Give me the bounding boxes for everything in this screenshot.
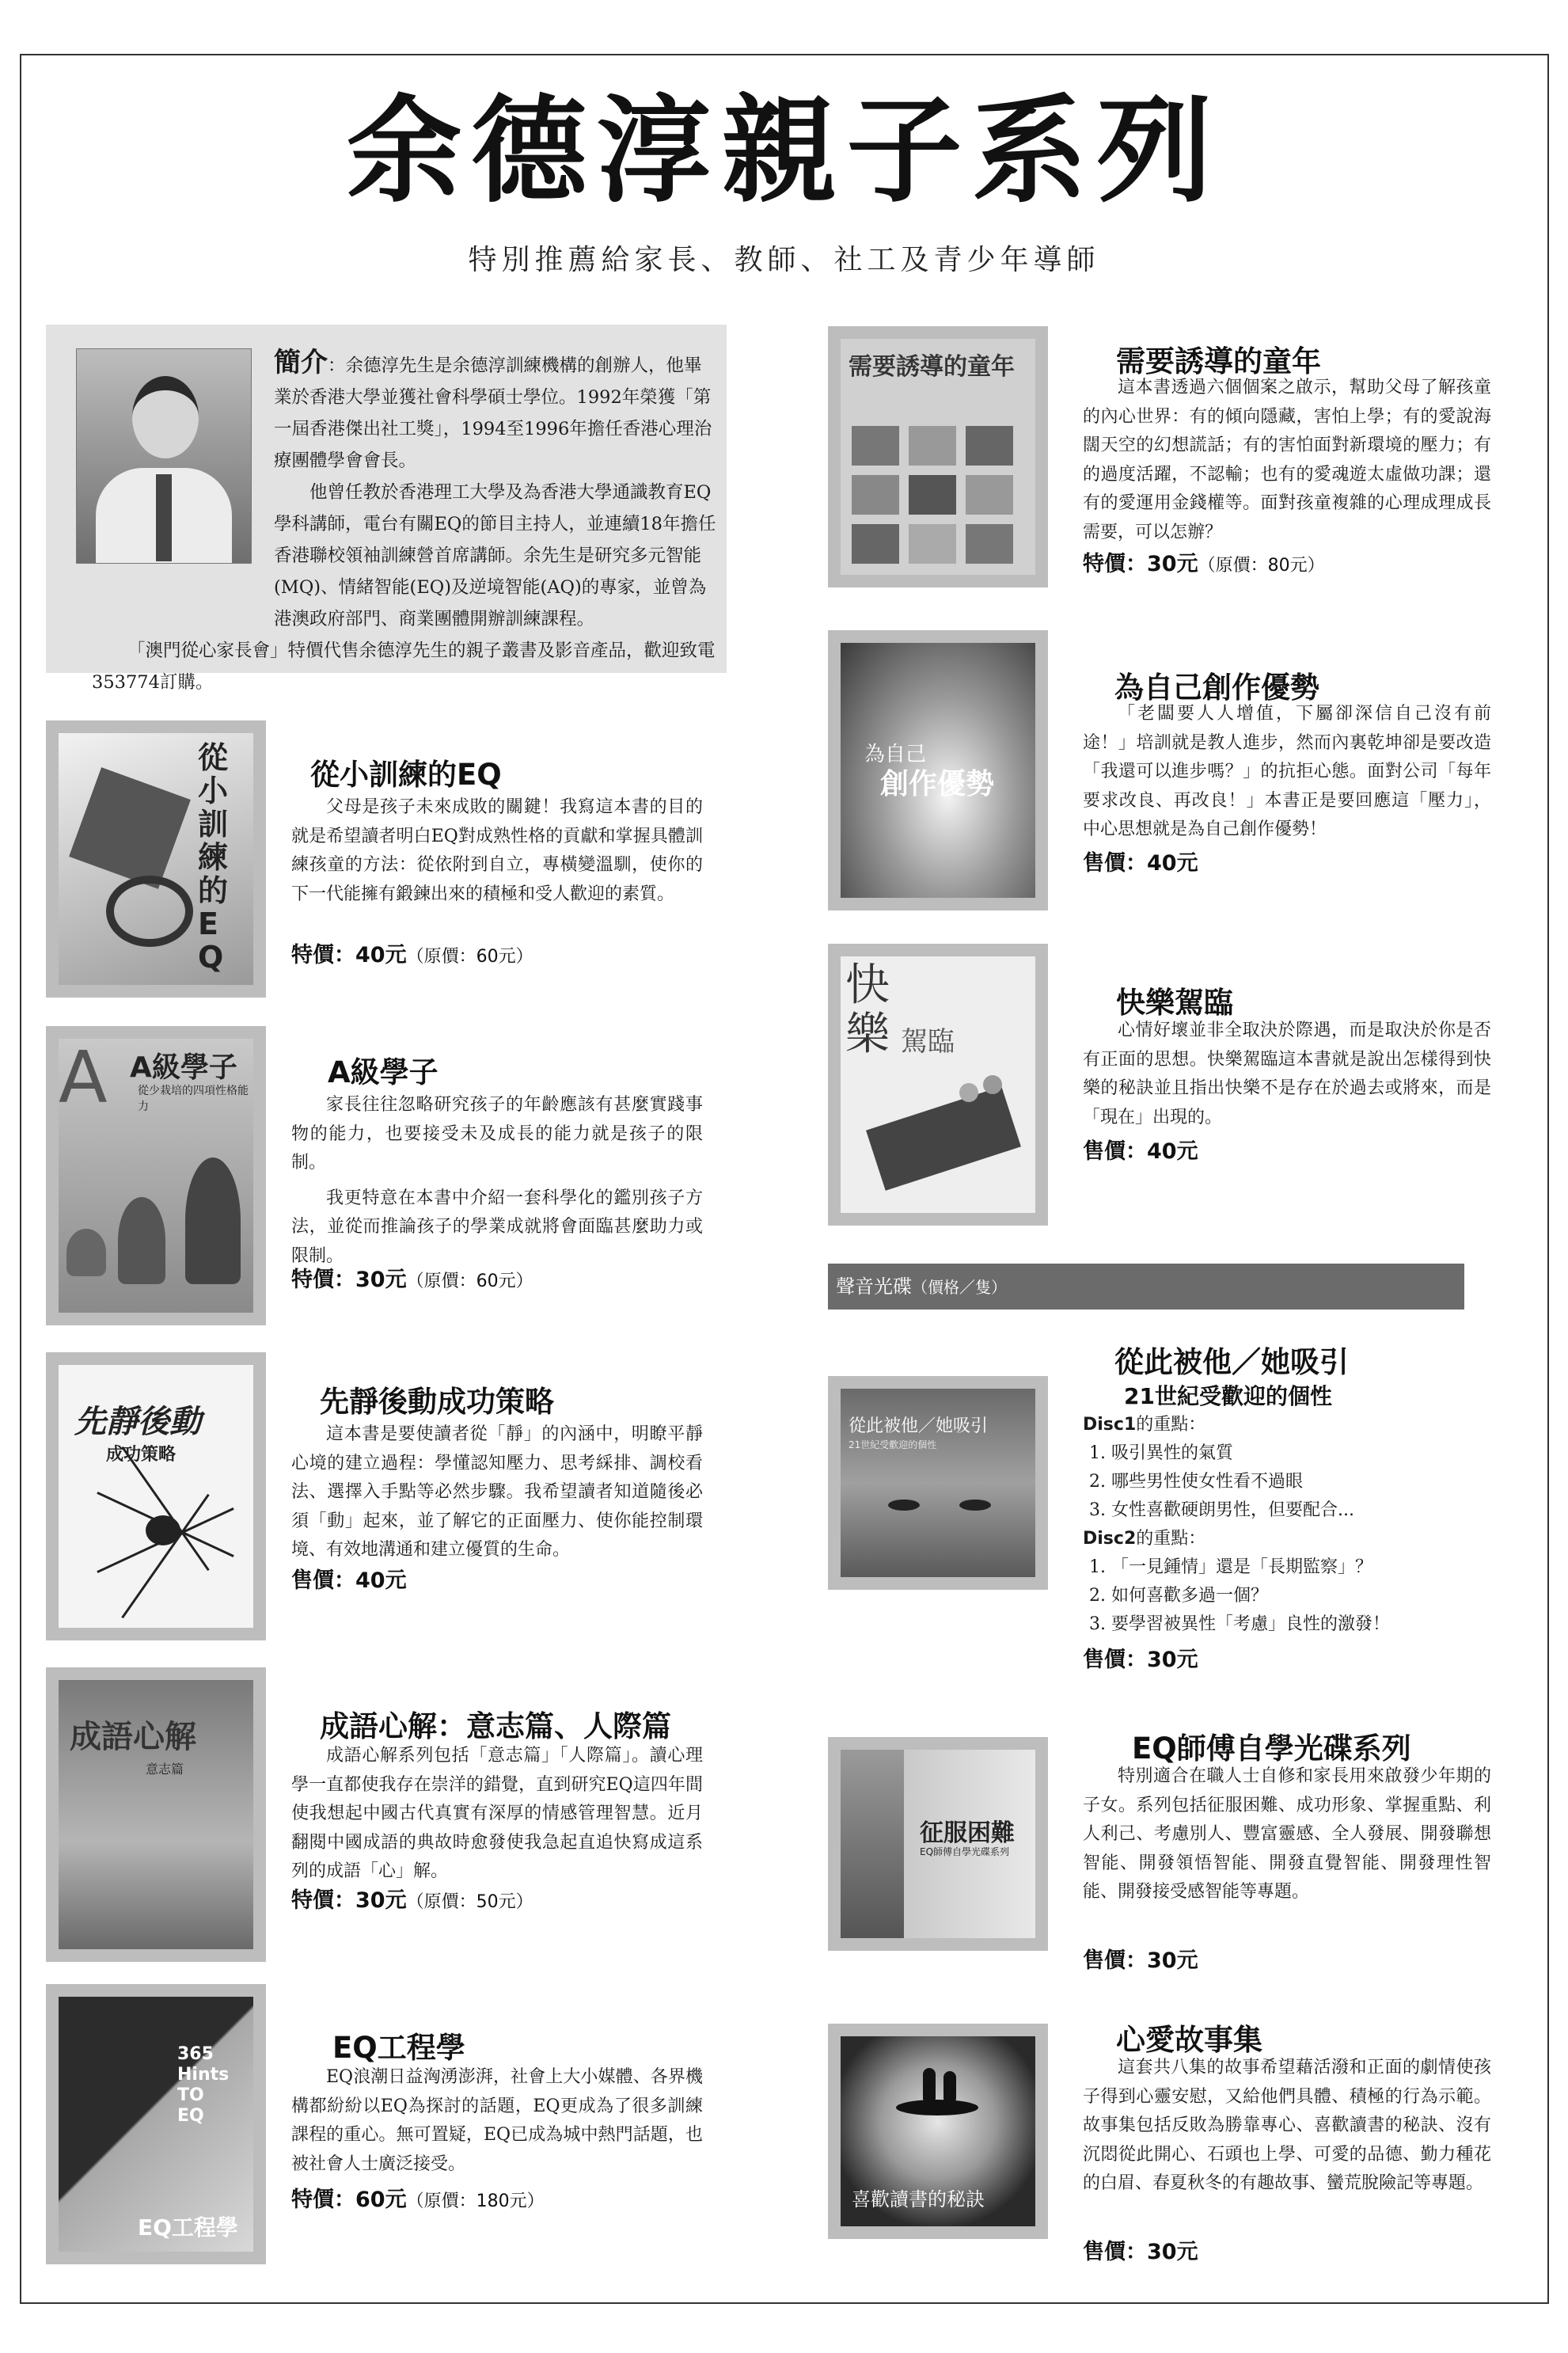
cd-title-story-collection: 心愛故事集 (1116, 2023, 1262, 2057)
cd-desc-story-collection (1083, 2054, 1491, 2199)
disc1-suffix: 的重點： (1136, 1415, 1206, 1435)
desc-paragraph: EQ浪潮日益洶湧澎湃，社會上大小媒體、各界機構都紛紛以EQ為探討的話題，EQ更成為了很多訓練課程的重心。無可置疑，EQ已成為城中熱門話題，也被社會人士廣泛接受。 (291, 2067, 703, 2174)
cover-text: 先靜後動 (74, 1404, 201, 1440)
price-idioms (291, 1883, 533, 1914)
intro-box (46, 325, 727, 693)
original-price: （原價：180元） (406, 2191, 545, 2211)
price-happiness (1083, 1134, 1198, 1165)
book-cover-calm-then-act[interactable] (46, 1352, 266, 1640)
desc-paragraph: 「老闆要人人增值，下屬卻深信自己沒有前途！」培訓就是教人進步，然而內裏乾坤卻是要改造「我還可以進步嗎？」的抗拒心態。面對公司「每年要求改良、再改良！」本書正是要回應這「壓力」，中心思想就是為自己創作優勢！ (1083, 704, 1491, 839)
desc-paragraph: 家長往往忽略研究孩子的年齡應該有甚麼實踐事物的能力，也要接受未及成長的能力就是孩子的限制。 (291, 1095, 703, 1173)
intro-heading: 簡介 (274, 347, 328, 378)
cover-subtext: EQ師傅自學光碟系列 (920, 1846, 1010, 1857)
price-label: 特價：30元 (1083, 552, 1198, 576)
book-title-eq-engineering: EQ工程學 (332, 2031, 465, 2065)
original-price: （原價：50元） (406, 1892, 533, 1912)
price-label: 售價：30元 (1083, 1948, 1198, 1973)
cd-disc-list (1083, 1411, 1491, 1639)
original-price: （原價：60元） (406, 947, 533, 967)
desc-paragraph: 成語心解系列包括「意志篇」「人際篇」。讀心理學一直都使我存在崇洋的錯覺，直到研究EQ這四年間使我想起中國古代真實有深厚的情感管理智慧。近月翻閱中國成語的典故時愈發使我急起直追快寫成這系列的成語「心」解。 (291, 1746, 703, 1881)
disc1-item: 1. 吸引異性的氣質 (1089, 1443, 1233, 1463)
book-cover-idioms[interactable] (46, 1667, 266, 1962)
book-title-calm-then-act: 先靜後動成功策略 (320, 1385, 554, 1419)
desc-paragraph: 我更特意在本書中介紹一套科學化的鑑別孩子方法，並從而推論孩子的學業成就將會面臨甚麼助力或限制。 (291, 1188, 703, 1266)
price-label: 特價：60元 (291, 2188, 407, 2212)
original-price: （原價：60元） (406, 1272, 533, 1291)
original-price: （原價：80元） (1198, 556, 1325, 576)
book-desc-guided-childhood (1083, 374, 1491, 547)
cd-subtitle-attraction: 21世紀受歡迎的個性 (1124, 1383, 1332, 1409)
disc2-item: 3. 要學習被異性「考慮」良性的激發！ (1089, 1614, 1390, 1634)
book-desc-eq-engineering (291, 2063, 703, 2179)
cd-title-eq-master: EQ師傅自學光碟系列 (1132, 1731, 1411, 1766)
desc-paragraph: 這本書是要使讀者從「靜」的內涵中，明瞭平靜心境的建立過程：學懂認知壓力、思考綵排、調校看法、選擇入手點等必然步驟。我希望讀者知道隨後必須「動」起來，並了解它的正面壓力、使你能控制環境、有效地溝通和建立優質的生命。 (291, 1424, 703, 1560)
cover-text: 從此被他／她吸引 (849, 1416, 989, 1436)
book-desc-calm-then-act (291, 1420, 703, 1565)
cover-subtext: 21世紀受歡迎的個性 (849, 1439, 937, 1450)
cover-subtext: 創作優勢 (880, 768, 995, 800)
page-subtitle: 特別推薦給家長、教師、社工及青少年導師 (468, 244, 1100, 276)
price-label: 售價：40元 (291, 1568, 407, 1593)
book-title-create-advantage: 為自己創作優勢 (1114, 671, 1319, 705)
disc2-heading: Disc2 (1083, 1529, 1137, 1549)
book-cover-guided-childhood[interactable] (828, 326, 1048, 587)
price-eq-engineering (291, 2182, 545, 2213)
price-label: 售價：30元 (1083, 2240, 1198, 2264)
book-desc-eq-training (291, 793, 703, 909)
desc-paragraph: 父母是孩子未來成敗的關鍵！我寫這本書的目的就是希望讀者明白EQ對成熟性格的貢獻和掌握具體訓練孩童的方法：從依附到自立，專橫變溫馴，使你的下一代能擁有鍛鍊出來的積極和受人歡迎的素質。 (291, 797, 703, 904)
cover-subtext: 意志篇 (146, 1762, 184, 1777)
cd-section-header (828, 1264, 1464, 1310)
price-label: 特價：30元 (291, 1888, 407, 1913)
book-desc-happiness (1083, 1017, 1491, 1132)
book-cover-eq-training[interactable] (46, 720, 266, 998)
price-story-collection (1083, 2234, 1198, 2265)
intro-text (92, 347, 717, 698)
page-title: 余德淳親子系列 (346, 84, 1222, 219)
intro-line-1: ：余德淳先生是余德淳訓練機構的創辦人，他畢業於香港大學並獲社會科學碩士學位。1992年榮獲「第一屆香港傑出社工獎」，1994至1996年擔任香港心理治療團體學會會長。 (274, 355, 712, 471)
price-attraction (1083, 1642, 1198, 1673)
disc2-item: 2. 如何喜歡多過一個？ (1089, 1586, 1268, 1606)
cover-text: 從小訓練的EQ (198, 740, 229, 975)
cover-text: 為自己 (864, 743, 927, 766)
desc-paragraph: 特別適合在職人士自修和家長用來啟發少年期的子女。系列包括征服困難、成功形象、掌握重點、利人利己、考慮別人、豐富靈感、全人發展、開發聯想智能、開發領悟智能、開發直覺智能、開發理性智能、開發接受感智能等專題。 (1083, 1766, 1491, 1902)
book-cover-eq-engineering[interactable] (46, 1984, 266, 2264)
price-calm-then-act (291, 1563, 407, 1594)
intro-line-2-wrap (92, 477, 717, 635)
cover-text: 征服困難 (920, 1819, 1015, 1847)
price-label: 特價：30元 (291, 1268, 407, 1292)
book-cover-create-advantage[interactable] (828, 630, 1048, 910)
cd-cover-eq-master[interactable] (828, 1737, 1048, 1951)
cd-desc-eq-master (1083, 1762, 1491, 1907)
book-title-idioms: 成語心解：意志篇、人際篇 (320, 1709, 671, 1743)
cover-text: 喜歡讀書的秘訣 (852, 2188, 985, 2210)
price-label: 售價：40元 (1083, 1139, 1198, 1164)
book-desc-create-advantage (1083, 700, 1491, 845)
desc-paragraph: 這本書透過六個個案之啟示，幫助父母了解孩童的內心世界：有的傾向隱藏，害怕上學；有的愛說海闊天空的幻想謊話；有的害怕面對新環境的壓力；有的過度活躍，不認輸；也有的愛魂遊太虛做功課；還有的愛運用金錢權等。面對孩童複雜的心理成理成長需要，可以怎辦？ (1083, 378, 1491, 542)
price-a-grade (291, 1262, 533, 1293)
price-create-advantage (1083, 846, 1198, 876)
intro-line-3: 「澳門從心家長會」特價代售余德淳先生的親子叢書及影音產品，歡迎致電353774訂購。 (92, 641, 716, 693)
cover-text: A級學子 (130, 1051, 237, 1084)
price-eq-training (291, 937, 533, 968)
price-label: 售價：30元 (1083, 1648, 1198, 1672)
price-label: 特價：40元 (291, 943, 407, 967)
disc2-suffix: 的重點： (1136, 1529, 1206, 1549)
book-desc-idioms (291, 1742, 703, 1887)
cover-text: 需要誘導的童年 (849, 353, 1015, 381)
book-cover-a-grade[interactable]: A A級學子 從少栽培的四項性格能力 (46, 1026, 266, 1325)
disc1-item: 2. 哪些男性使女性看不過眼 (1089, 1472, 1303, 1492)
cd-cover-story-collection[interactable] (828, 2024, 1048, 2239)
cover-text: 快樂 (845, 960, 890, 1060)
disc1-heading: Disc1 (1083, 1415, 1137, 1435)
book-desc-a-grade (291, 1091, 703, 1271)
book-title-guided-childhood: 需要誘導的童年 (1116, 344, 1321, 378)
cd-title-attraction: 從此被他／她吸引 (1114, 1345, 1349, 1379)
cover-subtext: 從少栽培的四項性格能力 (138, 1085, 249, 1113)
price-guided-childhood (1083, 546, 1325, 577)
cover-text: 成語心解 (70, 1719, 196, 1755)
desc-paragraph: 這套共八集的故事希望藉活潑和正面的劇情使孩子得到心靈安慰，又給他們具體、積極的行為示範。故事集包括反敗為勝靠專心、喜歡讀書的秘訣、沒有沉悶從此開心、石頭也上學、可愛的品德、勤力種花的白眉、春夏秋冬的有趣故事、蠻荒脫險記等專題。 (1083, 2058, 1491, 2193)
disc2-item: 1. 「一見鍾情」還是「長期監察」？ (1089, 1557, 1372, 1577)
intro-line-2: 他曾任教於香港理工大學及為香港大學通識教育EQ學科講師，電台有關EQ的節目主持人，並連續18年擔任香港聯校領袖訓練營首席講師。余先生是研究多元智能(MQ)、情緒智能(EQ)及逆境智能(AQ)的專家，並曾為港澳政府部門、商業團體開辦訓練課程。 (274, 482, 716, 629)
book-cover-happiness[interactable] (828, 944, 1048, 1226)
cd-section-note: （價格／隻） (912, 1278, 1007, 1297)
price-label: 售價：40元 (1083, 851, 1198, 876)
cover-subtext: 成功策略 (106, 1445, 177, 1465)
cover-subtext: 駕臨 (901, 1026, 955, 1058)
book-title-eq-training: 從小訓練的EQ (310, 758, 502, 792)
cover-text: 365 Hints TO EQ (177, 2044, 230, 2126)
book-title-happiness: 快樂駕臨 (1116, 986, 1233, 1020)
disc1-item: 3. 女性喜歡硬朗男性，但要配合... (1089, 1500, 1354, 1520)
price-eq-master (1083, 1943, 1198, 1974)
desc-paragraph: 心情好壞並非全取決於際遇，而是取決於你是否有正面的思想。快樂駕臨這本書就是說出怎樣得到快樂的秘訣並且指出快樂不是存在於過去或將來，而是「現在」出現的。 (1083, 1021, 1491, 1127)
cd-cover-attraction[interactable] (828, 1376, 1048, 1590)
cover-subtext: EQ工程學 (138, 2214, 238, 2241)
book-title-a-grade: A級學子 (328, 1055, 439, 1089)
cd-section-label: 聲音光碟 (836, 1275, 912, 1298)
